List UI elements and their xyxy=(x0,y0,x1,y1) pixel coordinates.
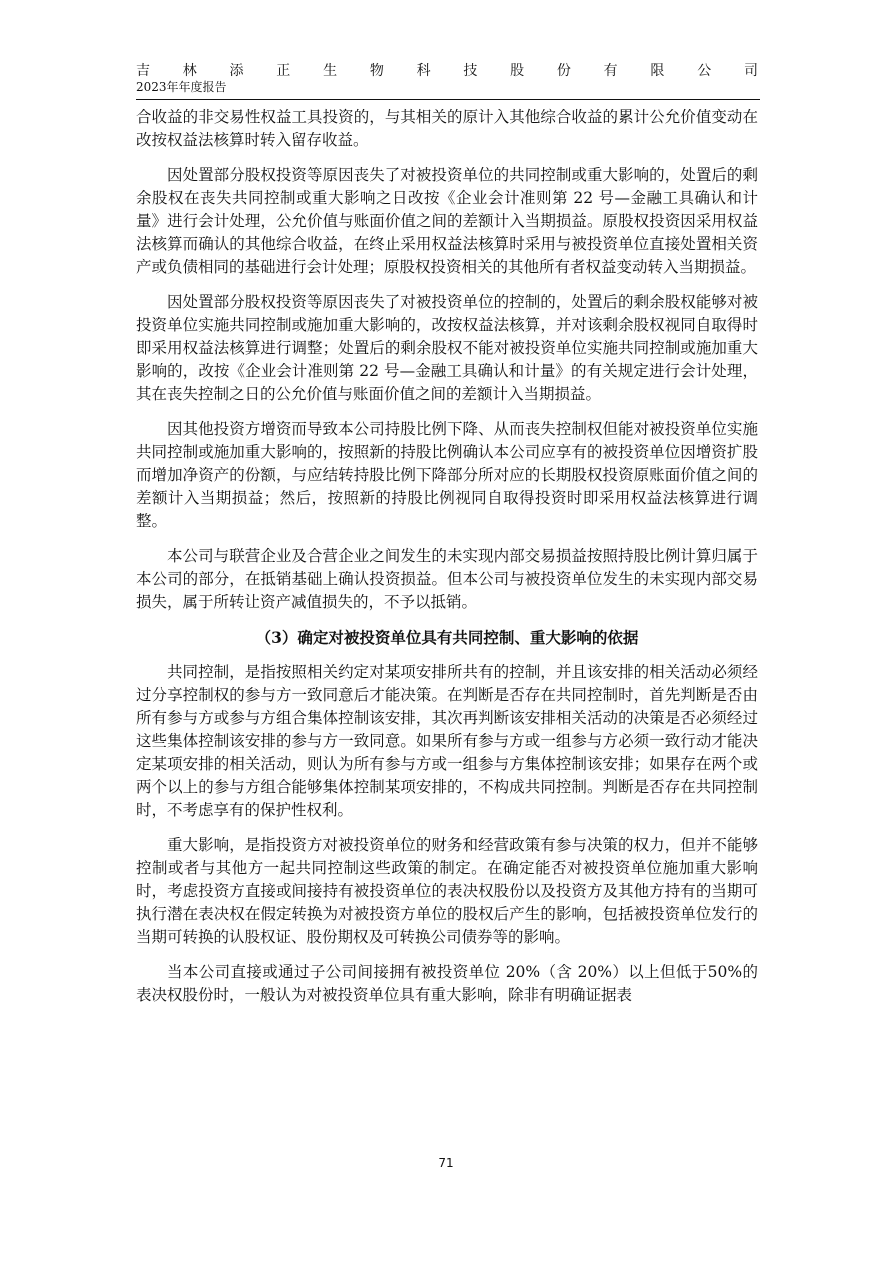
company-char: 股 xyxy=(510,63,525,79)
company-char: 生 xyxy=(323,63,338,79)
paragraph: 当本公司直接或通过子公司间接拥有被投资单位 20%（含 20%）以上但低于50%的表决权股份时，一般认为对被投资单位具有重大影响，除非有明确证据表 xyxy=(136,963,758,1004)
page-header xyxy=(136,62,758,95)
paragraph: 本公司与联营企业及合营企业之间发生的未实现内部交易损益按照持股比例计算归属于本公司的部分，在抵销基础上确认投资损益。但本公司与被投资单位发生的未实现内部交易损失，属于所转让资产减值损失的，不予以抵销。 xyxy=(136,547,758,611)
header-divider xyxy=(136,99,760,100)
company-char: 科 xyxy=(416,63,431,79)
section-heading: （3）确定对被投资单位具有共同控制、重大影响的依据 xyxy=(255,628,639,647)
document-body xyxy=(136,106,758,1019)
company-char: 份 xyxy=(556,63,571,79)
company-char: 物 xyxy=(369,63,384,79)
company-char: 林 xyxy=(182,63,197,79)
company-char: 限 xyxy=(650,63,665,79)
company-char: 添 xyxy=(229,63,244,79)
paragraph: 因其他投资方增资而导致本公司持股比例下降、从而丧失控制权但能对被投资单位实施共同控制或施加重大影响的，按照新的持股比例确认本公司应享有的被投资单位因增资扩股而增加净资产的份额，与应结转持股比例下降部分所对应的长期股权投资原账面价值之间的差额计入当期损益；然后，按照新的持股比例视同自取得投资时即采用权益法核算进行调整。 xyxy=(136,420,758,530)
company-char: 公 xyxy=(697,63,712,79)
company-char: 司 xyxy=(743,63,758,79)
company-name xyxy=(136,62,758,80)
paragraph: 合收益的非交易性权益工具投资的，与其相关的原计入其他综合收益的累计公允价值变动在改按权益法核算时转入留存收益。 xyxy=(136,108,758,149)
paragraph: 重大影响，是指投资方对被投资单位的财务和经营政策有参与决策的权力，但并不能够控制或者与其他方一起共同控制这些政策的制定。在确定能否对被投资单位施加重大影响时，考虑投资方直接或间接持有被投资单位的表决权股份以及投资方及其他方持有的当期可执行潜在表决权在假定转换为对被投资方单位的股权后产生的影响，包括被投资单位发行的当期可转换的认股权证、股份期权及可转换公司债券等的影响。 xyxy=(136,836,758,946)
company-char: 吉 xyxy=(136,63,150,79)
report-year: 2023年年度报告 xyxy=(136,80,227,94)
paragraph: 因处置部分股权投资等原因丧失了对被投资单位的共同控制或重大影响的，处置后的剩余股权在丧失共同控制或重大影响之日改按《企业会计准则第 22 号—金融工具确认和计量》进行会计处理，公允价值与账面价值之间的差额计入当期损益。原股权投资因采用权益法核算而确认的其他综合收益，在终止采用权益法核算时采用与被投资单位直接处置相关资产或负债相同的基础进行会计处理；原股权投资相关的其他所有者权益变动转入当期损益。 xyxy=(136,166,758,276)
company-char: 技 xyxy=(463,63,478,79)
paragraph: 因处置部分股权投资等原因丧失了对被投资单位的控制的，处置后的剩余股权能够对被投资单位实施共同控制或施加重大影响的，改按权益法核算，并对该剩余股权视同自取得时即采用权益法核算进行调整；处置后的剩余股权不能对被投资单位实施共同控制或施加重大影响的，改按《企业会计准则第 22 号—金融工具确认和计量》的有关规定进行会计处理，其在丧失控制之日的公允价值与账面价值之间的差额计入当期损益。 xyxy=(136,293,758,403)
company-char: 正 xyxy=(276,63,291,79)
page-number: 71 xyxy=(438,1156,454,1170)
company-char: 有 xyxy=(603,63,618,79)
paragraph: 共同控制，是指按照相关约定对某项安排所共有的控制，并且该安排的相关活动必须经过分享控制权的参与方一致同意后才能决策。在判断是否存在共同控制时，首先判断是否由所有参与方或参与方组合集体控制该安排，其次再判断该安排相关活动的决策是否必须经过这些集体控制该安排的参与方一致同意。如果所有参与方或一组参与方必须一致行动才能决定某项安排的相关活动，则认为所有参与方或一组参与方集体控制该安排；如果存在两个或两个以上的参与方组合能够集体控制某项安排的，不构成共同控制。判断是否存在共同控制时，不考虑享有的保护性权利。 xyxy=(136,663,758,819)
